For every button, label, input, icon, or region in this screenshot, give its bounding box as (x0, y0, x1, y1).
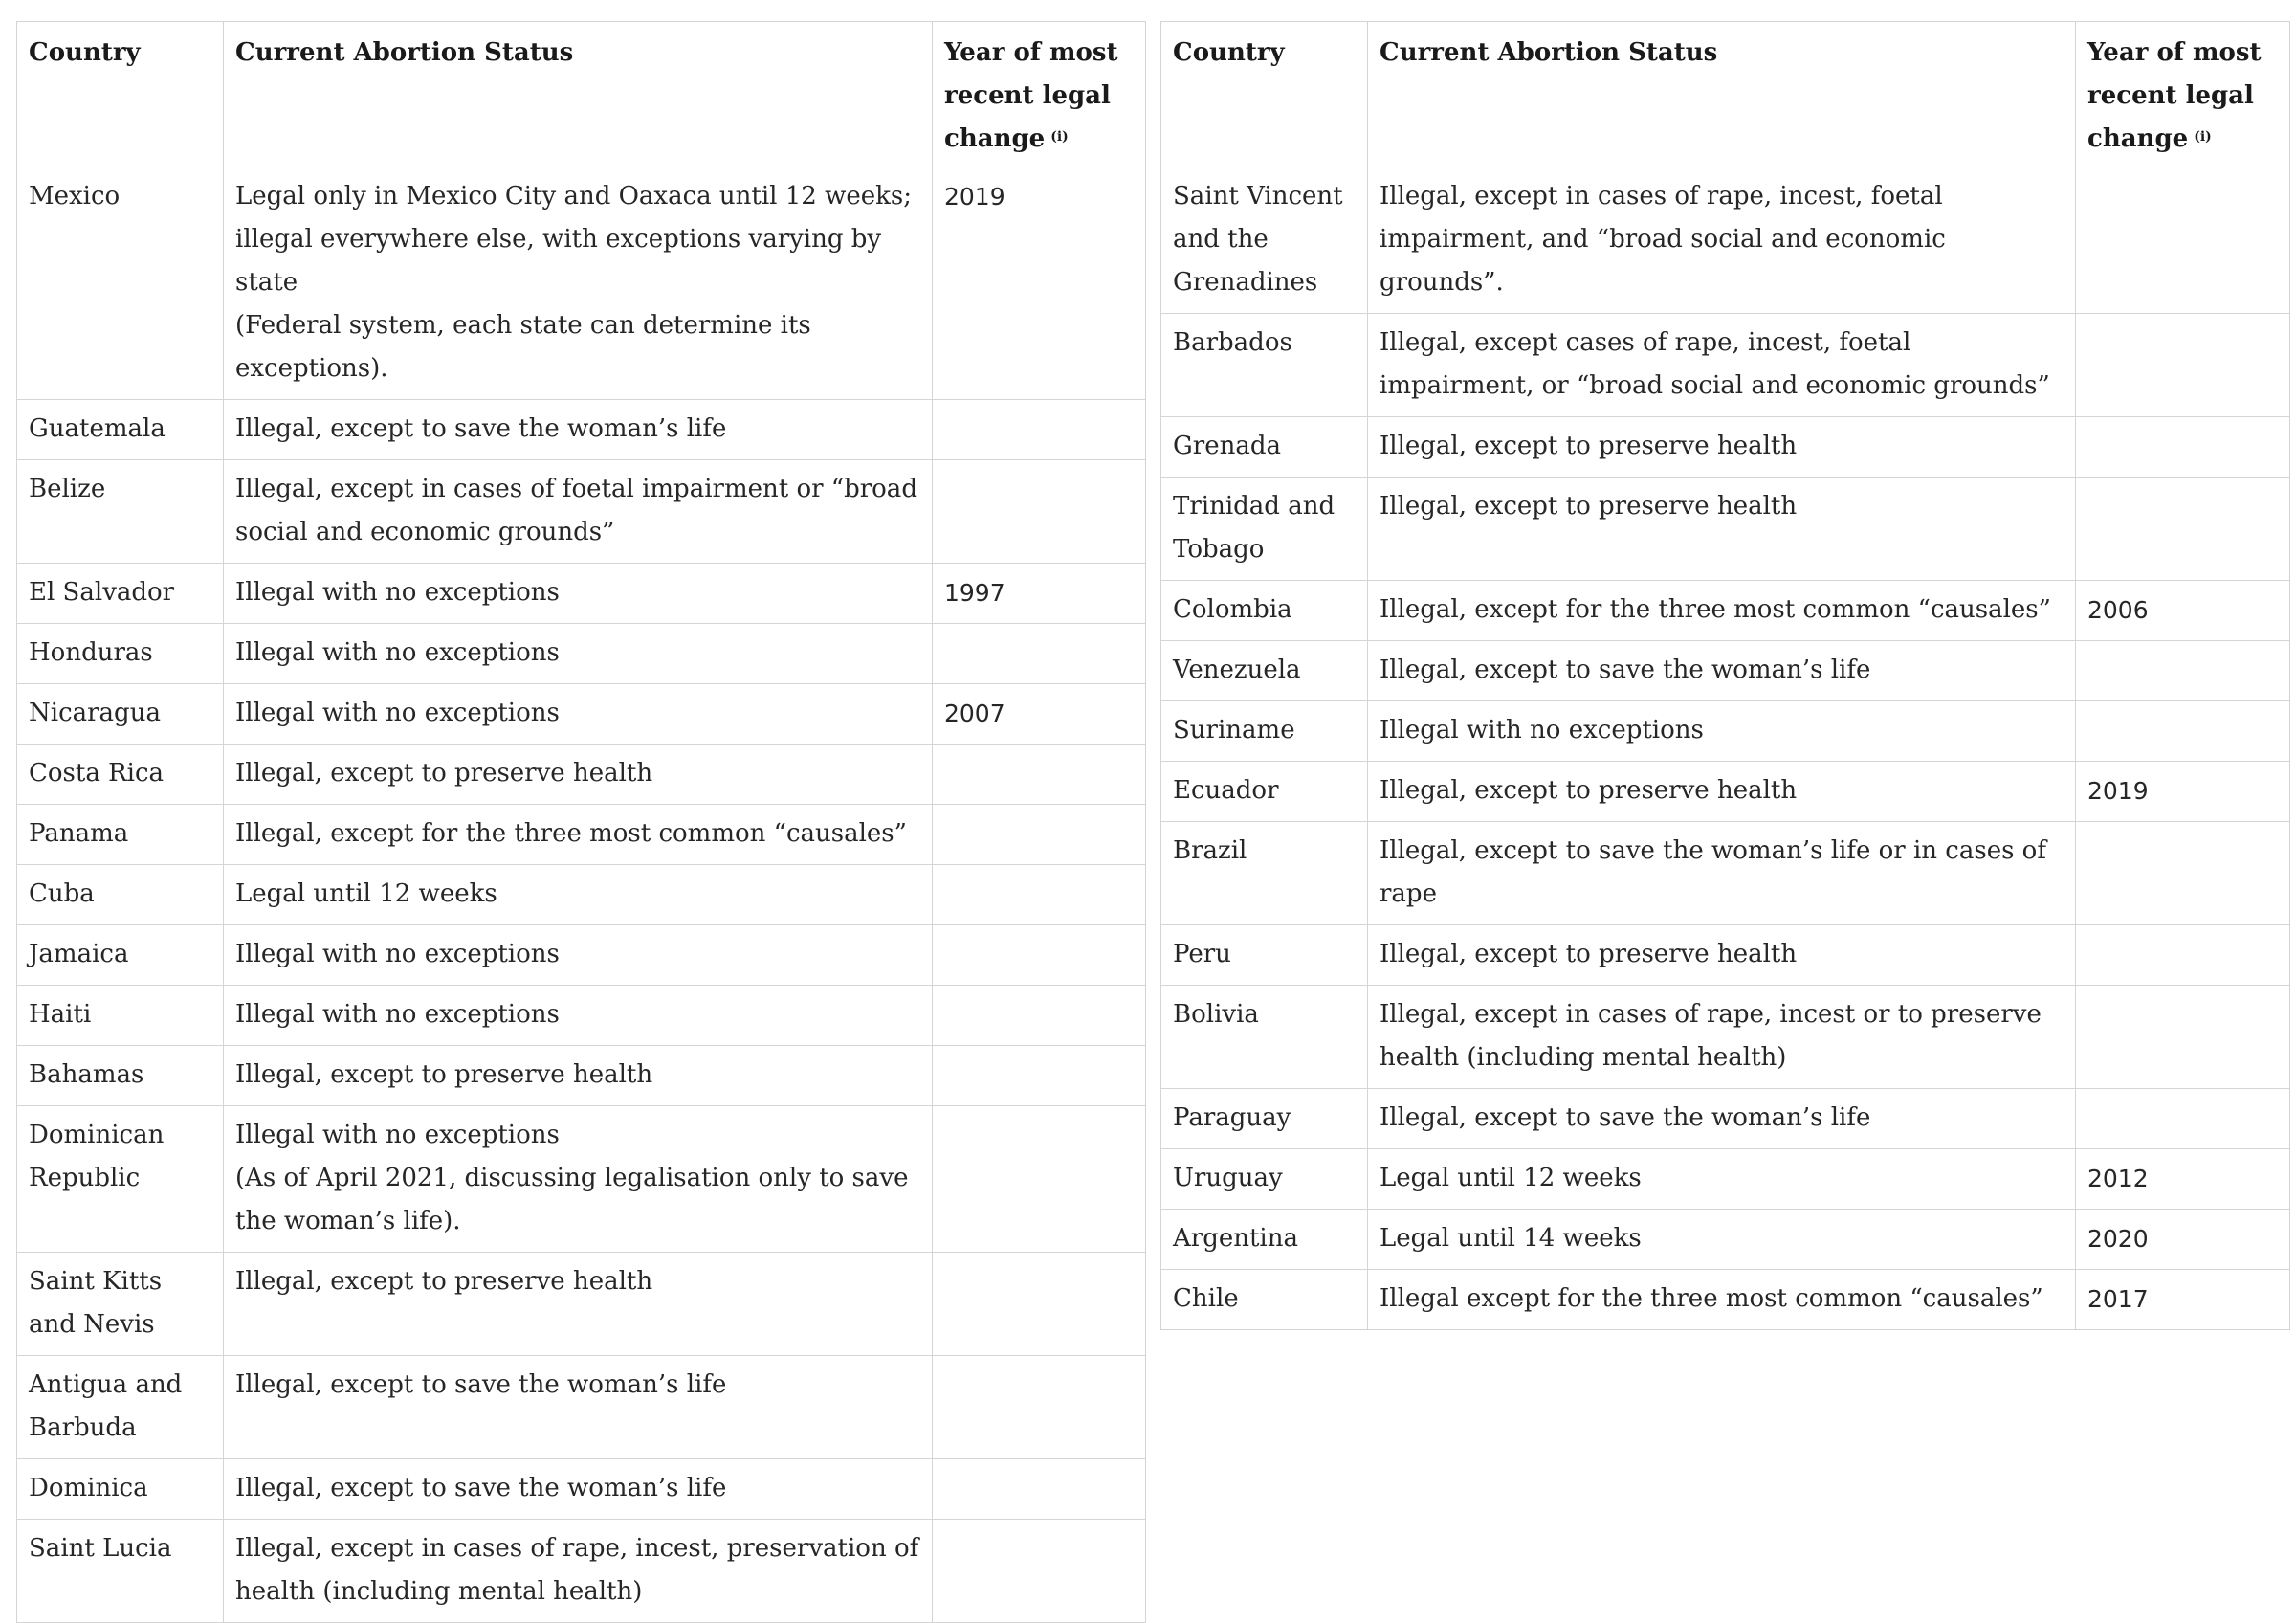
year-cell: 2006 (2076, 581, 2290, 641)
header-status-label: Current Abortion Status (1380, 38, 1718, 67)
year-cell: 2012 (2076, 1149, 2290, 1210)
table-row (1161, 1270, 2290, 1330)
country-cell: Venezuela (1161, 641, 1368, 701)
table-row (1161, 167, 2290, 314)
header-year (2076, 22, 2290, 167)
year-cell (2076, 1089, 2290, 1149)
year-cell (2076, 641, 2290, 701)
status-cell: Illegal, except to save the woman’s life (224, 1459, 933, 1520)
left-table-panel (16, 21, 1145, 1623)
status-cell: Illegal, except for the three most common “causales” (224, 805, 933, 865)
table-row (17, 805, 1146, 865)
status-cell: Illegal, except to preserve health (1368, 478, 2076, 581)
table-row (1161, 581, 2290, 641)
country-cell: Saint Lucia (17, 1520, 224, 1623)
status-cell: Illegal with no exceptions (224, 925, 933, 986)
country-cell: Bolivia (1161, 986, 1368, 1089)
table-row (1161, 478, 2290, 581)
table-row (17, 1046, 1146, 1106)
year-cell (933, 1459, 1146, 1520)
country-cell: Haiti (17, 986, 224, 1046)
country-cell: Antigua and Barbuda (17, 1356, 224, 1459)
status-cell: Illegal, except in cases of rape, incest or to preserve health (including mental health) (1368, 986, 2076, 1089)
country-cell: Colombia (1161, 581, 1368, 641)
year-cell: 1997 (933, 564, 1146, 624)
country-cell: Belize (17, 460, 224, 564)
table-row (17, 1106, 1146, 1253)
year-cell: 2020 (2076, 1210, 2290, 1270)
year-cell: 2017 (2076, 1270, 2290, 1330)
status-cell: Illegal, except to preserve health (224, 1046, 933, 1106)
table-row (17, 400, 1146, 460)
table-row (17, 460, 1146, 564)
country-cell: Panama (17, 805, 224, 865)
table-row (17, 1356, 1146, 1459)
country-cell: Jamaica (17, 925, 224, 986)
year-cell: 2019 (933, 167, 1146, 400)
table-row (1161, 1210, 2290, 1270)
status-cell: Illegal, except to preserve health (1368, 762, 2076, 822)
header-year-label: Year of most recent legal change (944, 38, 1118, 153)
country-cell: Mexico (17, 167, 224, 400)
table-row (17, 1520, 1146, 1623)
status-cell: Illegal, except in cases of rape, incest, preservation of health (including mental health) (224, 1520, 933, 1623)
header-country-label: Country (1173, 38, 1285, 67)
status-cell: Illegal, except to save the woman’s life (224, 1356, 933, 1459)
status-cell: Legal until 12 weeks (1368, 1149, 2076, 1210)
year-cell (933, 1356, 1146, 1459)
status-cell: Illegal, except to save the woman’s life (1368, 1089, 2076, 1149)
header-country (17, 22, 224, 167)
country-cell: El Salvador (17, 564, 224, 624)
right-abortion-status-table (1160, 21, 2290, 1330)
table-row (1161, 314, 2290, 417)
status-cell: Illegal with no exceptions (As of April 2021, discussing legalisation only to save the woman’s life). (224, 1106, 933, 1253)
country-cell: Paraguay (1161, 1089, 1368, 1149)
status-cell: Illegal with no exceptions (224, 986, 933, 1046)
year-cell (933, 805, 1146, 865)
header-country-label: Country (29, 38, 141, 67)
header-year-note: (i) (2194, 129, 2212, 145)
year-cell (2076, 822, 2290, 925)
table-row (17, 745, 1146, 805)
country-cell: Nicaragua (17, 684, 224, 745)
table-row (17, 1253, 1146, 1356)
country-cell: Dominica (17, 1459, 224, 1520)
country-cell: Trinidad and Tobago (1161, 478, 1368, 581)
year-cell (2076, 314, 2290, 417)
status-cell: Legal until 12 weeks (224, 865, 933, 925)
header-row (17, 22, 1146, 167)
status-cell: Illegal with no exceptions (1368, 701, 2076, 762)
year-cell (933, 400, 1146, 460)
country-cell: Chile (1161, 1270, 1368, 1330)
year-cell (933, 624, 1146, 684)
table-row (17, 684, 1146, 745)
year-cell (933, 1106, 1146, 1253)
header-status-label: Current Abortion Status (235, 38, 574, 67)
year-cell (933, 1253, 1146, 1356)
status-cell: Illegal with no exceptions (224, 624, 933, 684)
table-row (1161, 986, 2290, 1089)
year-cell: 2007 (933, 684, 1146, 745)
year-cell (2076, 167, 2290, 314)
table-row (17, 1459, 1146, 1520)
status-cell: Illegal, except in cases of foetal impairment or “broad social and economic grounds” (224, 460, 933, 564)
status-cell: Illegal, except to preserve health (1368, 417, 2076, 478)
status-cell: Illegal with no exceptions (224, 684, 933, 745)
country-cell: Suriname (1161, 701, 1368, 762)
header-year (933, 22, 1146, 167)
table-row (17, 564, 1146, 624)
table-row (17, 986, 1146, 1046)
year-cell (933, 925, 1146, 986)
right-table-body (1161, 167, 2290, 1330)
country-cell: Peru (1161, 925, 1368, 986)
year-cell (2076, 701, 2290, 762)
country-cell: Dominican Republic (17, 1106, 224, 1253)
status-cell: Illegal except for the three most common “causales” (1368, 1270, 2076, 1330)
year-cell (933, 1520, 1146, 1623)
table-row (17, 865, 1146, 925)
header-year-note: (i) (1050, 129, 1069, 145)
right-table-panel (1160, 21, 2289, 1330)
status-cell: Illegal, except to preserve health (1368, 925, 2076, 986)
table-row (1161, 417, 2290, 478)
year-cell (2076, 925, 2290, 986)
header-country (1161, 22, 1368, 167)
country-cell: Bahamas (17, 1046, 224, 1106)
year-cell (933, 865, 1146, 925)
header-year-label: Year of most recent legal change (2087, 38, 2262, 153)
header-row (1161, 22, 2290, 167)
table-row (1161, 1089, 2290, 1149)
year-cell (2076, 478, 2290, 581)
year-cell (933, 460, 1146, 564)
table-row (1161, 641, 2290, 701)
table-row (1161, 925, 2290, 986)
country-cell: Costa Rica (17, 745, 224, 805)
table-row (17, 925, 1146, 986)
status-cell: Legal only in Mexico City and Oaxaca until 12 weeks; illegal everywhere else, with exceptions varying by state (Federal system, each state can determine its exceptions). (224, 167, 933, 400)
year-cell (2076, 417, 2290, 478)
year-cell (2076, 986, 2290, 1089)
country-cell: Cuba (17, 865, 224, 925)
table-row (17, 624, 1146, 684)
country-cell: Saint Vincent and the Grenadines (1161, 167, 1368, 314)
status-cell: Illegal, except to save the woman’s life or in cases of rape (1368, 822, 2076, 925)
country-cell: Guatemala (17, 400, 224, 460)
table-row (1161, 822, 2290, 925)
table-row (17, 167, 1146, 400)
country-cell: Uruguay (1161, 1149, 1368, 1210)
year-cell: 2019 (2076, 762, 2290, 822)
header-status (224, 22, 933, 167)
status-cell: Illegal, except to preserve health (224, 1253, 933, 1356)
header-status (1368, 22, 2076, 167)
status-cell: Illegal, except for the three most common “causales” (1368, 581, 2076, 641)
table-row (1161, 1149, 2290, 1210)
country-cell: Argentina (1161, 1210, 1368, 1270)
country-cell: Ecuador (1161, 762, 1368, 822)
country-cell: Barbados (1161, 314, 1368, 417)
country-cell: Brazil (1161, 822, 1368, 925)
year-cell (933, 1046, 1146, 1106)
country-cell: Honduras (17, 624, 224, 684)
status-cell: Legal until 14 weeks (1368, 1210, 2076, 1270)
left-table-body (17, 167, 1146, 1623)
status-cell: Illegal, except cases of rape, incest, foetal impairment, or “broad social and economic grounds” (1368, 314, 2076, 417)
year-cell (933, 745, 1146, 805)
country-cell: Grenada (1161, 417, 1368, 478)
year-cell (933, 986, 1146, 1046)
country-cell: Saint Kitts and Nevis (17, 1253, 224, 1356)
status-cell: Illegal, except in cases of rape, incest, foetal impairment, and “broad social and economic grounds”. (1368, 167, 2076, 314)
status-cell: Illegal, except to save the woman’s life (224, 400, 933, 460)
table-row (1161, 762, 2290, 822)
left-abortion-status-table (16, 21, 1146, 1623)
status-cell: Illegal with no exceptions (224, 564, 933, 624)
table-row (1161, 701, 2290, 762)
status-cell: Illegal, except to preserve health (224, 745, 933, 805)
status-cell: Illegal, except to save the woman’s life (1368, 641, 2076, 701)
